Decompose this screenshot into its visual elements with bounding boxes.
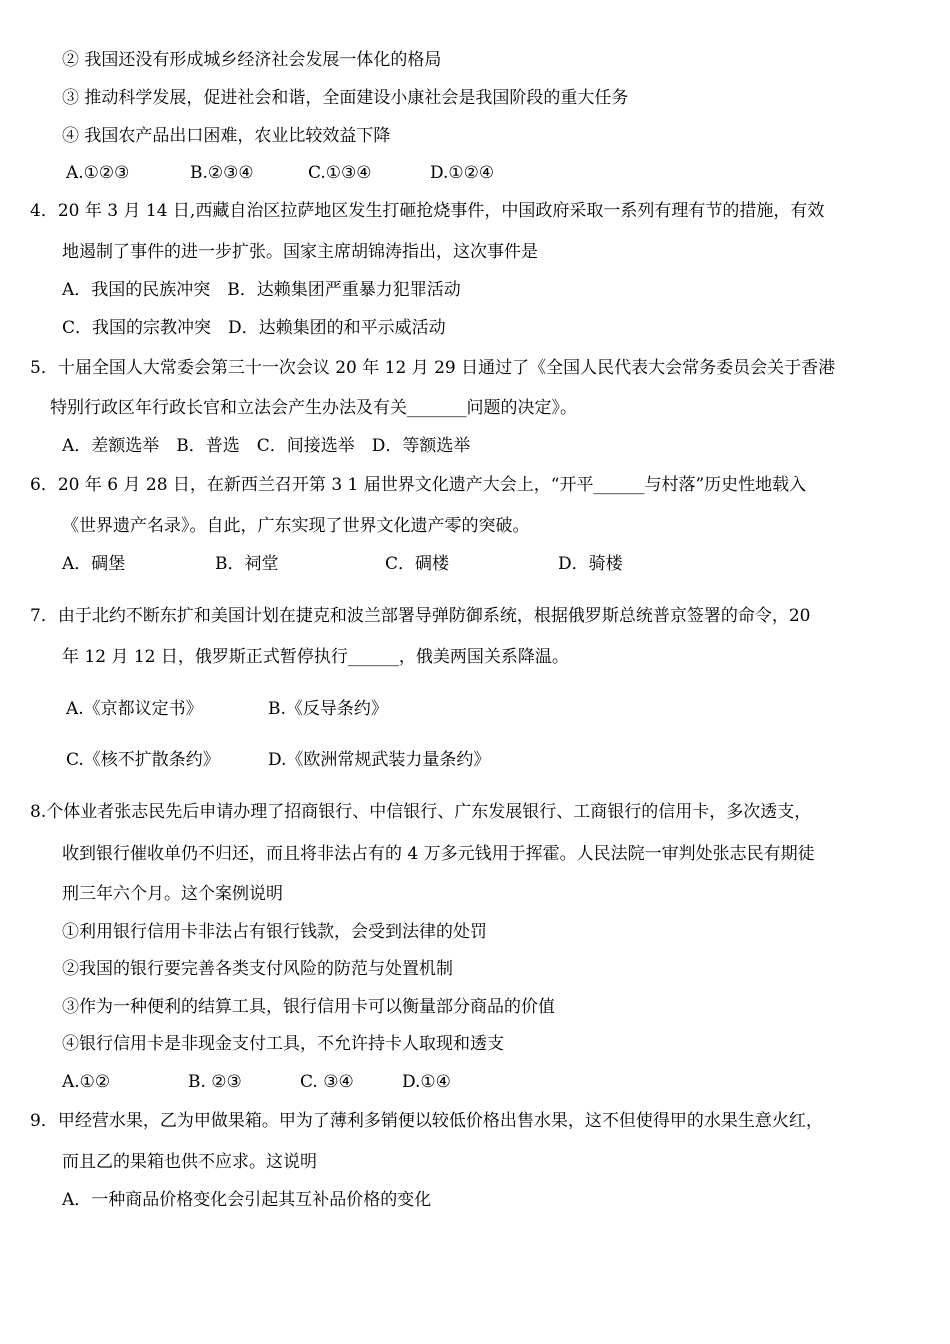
q4-options-row-1: A．我国的民族冲突 B．达赖集团严重暴力犯罪活动 [62, 280, 461, 300]
q3-option-d: D.①②④ [430, 163, 495, 183]
q4-stem-line-2: 地遏制了事件的进一步扩张。国家主席胡锦涛指出，这次事件是 [62, 242, 538, 262]
q4-options-row-2: C．我国的宗教冲突 D．达赖集团的和平示威活动 [62, 318, 446, 338]
q3-option-a: A.①②③ [66, 163, 130, 183]
q7-option-d: D.《欧洲常规武装力量条约》 [268, 750, 491, 770]
q3-statement-3: ③ 推动科学发展，促进社会和谐，全面建设小康社会是我国阶段的重大任务 [62, 88, 629, 108]
q7-option-a: A.《京都议定书》 [66, 699, 203, 719]
q3-option-c: C.①③④ [308, 163, 372, 183]
q8-stem-line-3: 刑三年六个月。这个案例说明 [62, 884, 283, 904]
q8-statement-1: ①利用银行信用卡非法占有银行钱款，会受到法律的处罚 [62, 922, 487, 942]
q5-options: A．差额选举 B．普选 C．间接选举 D．等额选举 [62, 436, 471, 456]
q4-stem-line-1: 4．20 年 3 月 14 日,西藏自治区拉萨地区发生打砸抢烧事件，中国政府采取一系列有理有节的措施，有效 [30, 201, 825, 221]
q9-stem-line-1: 9．甲经营水果，乙为甲做果箱。甲为了薄利多销便以较低价格出售水果，这不但使得甲的水果生意火红， [30, 1111, 823, 1131]
q7-stem-line-2: 年 12 月 12 日，俄罗斯正式暂停执行______，俄美两国关系降温。 [62, 647, 569, 667]
q9-option-a: A．一种商品价格变化会引起其互补品价格的变化 [62, 1190, 432, 1210]
q7-option-b: B.《反导条约》 [268, 699, 388, 719]
q6-stem-line-1: 6．20 年 6 月 28 日，在新西兰召开第 3 1 届世界文化遗产大会上，“开平______与村落”历史性地载入 [30, 475, 807, 495]
q6-stem-line-2: 《世界遗产名录》。自此，广东实现了世界文化遗产零的突破。 [62, 516, 530, 536]
q8-option-d: D.①④ [402, 1072, 451, 1092]
q8-statement-3: ③作为一种便利的结算工具，银行信用卡可以衡量部分商品的价值 [62, 997, 555, 1017]
q6-option-c: C．碉楼 [385, 554, 450, 574]
q8-option-c: C. ③④ [300, 1072, 354, 1092]
q5-stem-line-1: 5．十届全国人大常委会第三十一次会议 20 年 12 月 29 日通过了《全国人民代表大会常务委员会关于香港 [30, 358, 836, 378]
q6-option-d: D．骑楼 [558, 554, 623, 574]
q7-option-c: C.《核不扩散条约》 [66, 750, 220, 770]
q8-option-b: B. ②③ [188, 1072, 242, 1092]
q8-statement-2: ②我国的银行要完善各类支付风险的防范与处置机制 [62, 959, 453, 979]
q5-stem-line-2: 特别行政区年行政长官和立法会产生办法及有关_______问题的决定》。 [50, 398, 577, 418]
q3-option-b: B.②③④ [190, 163, 254, 183]
q8-stem-line-2: 收到银行催收单仍不归还，而且将非法占有的 4 万多元钱用于挥霍。人民法院一审判处张志民有期徒 [62, 844, 815, 864]
q9-stem-line-2: 而且乙的果箱也供不应求。这说明 [62, 1152, 317, 1172]
q6-option-b: B．祠堂 [215, 554, 279, 574]
q8-statement-4: ④银行信用卡是非现金支付工具，不允许持卡人取现和透支 [62, 1034, 504, 1054]
q8-option-a: A.①② [62, 1072, 111, 1092]
q3-statement-2: ② 我国还没有形成城乡经济社会发展一体化的格局 [62, 50, 442, 70]
q3-statement-4: ④ 我国农产品出口困难，农业比较效益下降 [62, 126, 391, 146]
q7-stem-line-1: 7．由于北约不断东扩和美国计划在捷克和波兰部署导弹防御系统，根据俄罗斯总统普京签署的命令，20 [30, 606, 811, 626]
q6-option-a: A．碉堡 [62, 554, 126, 574]
q8-stem-line-1: 8.个体业者张志民先后申请办理了招商银行、中信银行、广东发展银行、工商银行的信用卡，多次透支， [30, 802, 812, 822]
